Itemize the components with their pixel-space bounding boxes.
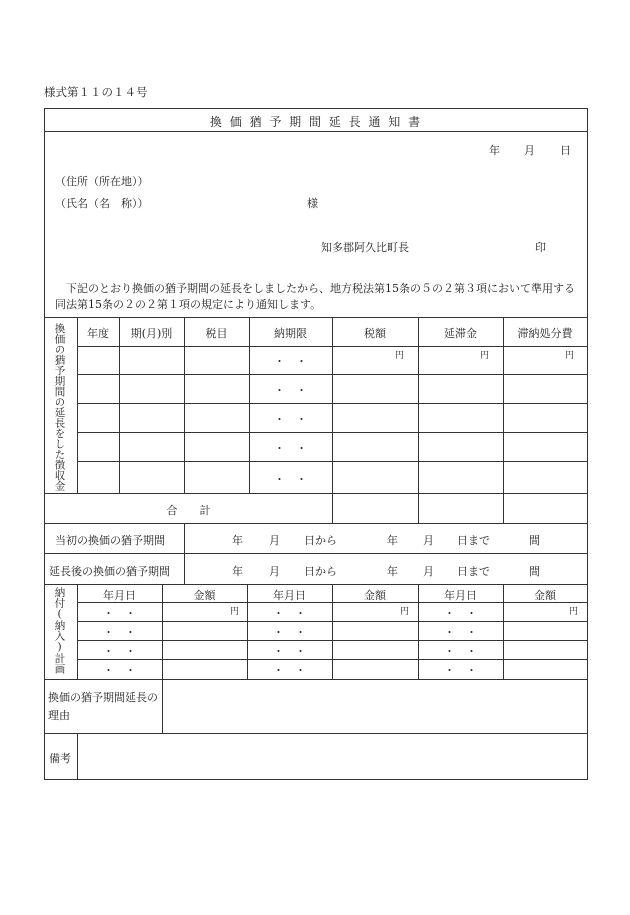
plan-date-header: 年月日 <box>444 589 477 602</box>
plan-amount-header: 金額 <box>193 589 216 602</box>
yen-unit: 円 <box>480 351 490 361</box>
yen-unit: 円 <box>230 607 240 617</box>
due-date-placeholder: ・ ・ <box>274 442 307 455</box>
plan-date-placeholder: ・ ・ <box>273 607 306 620</box>
period-from: 日から <box>304 565 337 578</box>
yen-unit: 円 <box>565 351 575 361</box>
period-from: 日から <box>304 534 337 547</box>
extended-period-label: 延長後の換価の猶予期間 <box>49 565 170 578</box>
header-late-fee: 延滞金 <box>444 327 477 340</box>
header-tax-item: 税目 <box>205 327 228 340</box>
plan-date-placeholder: ・ ・ <box>103 645 136 658</box>
name-label: （氏名（名 称）） <box>55 197 149 210</box>
due-date-placeholder: ・ ・ <box>274 473 307 486</box>
due-date-placeholder: ・ ・ <box>274 355 307 368</box>
reason-label: 換価の猶予期間延長の理由 <box>48 691 158 722</box>
plan-date-header: 年月日 <box>273 589 306 602</box>
header-fiscal-year: 年度 <box>87 327 109 340</box>
yen-unit: 円 <box>569 607 579 617</box>
header-disposition-fee: 滞納処分費 <box>517 327 573 340</box>
notice-form <box>44 108 588 780</box>
plan-amount-header: 金額 <box>534 589 556 602</box>
period-until: 日まで <box>457 565 490 578</box>
due-date-placeholder: ・ ・ <box>274 413 307 426</box>
period-year: 年 <box>232 565 243 578</box>
plan-amount-header: 金額 <box>364 589 386 602</box>
header-due-date: 納期限 <box>274 327 307 340</box>
form-title: 換 価 猶 予 期 間 延 長 通 知 書 <box>209 115 423 129</box>
period-year: 年 <box>387 565 398 578</box>
plan-date-header: 年月日 <box>103 589 136 602</box>
period-year: 年 <box>232 534 243 547</box>
due-date-placeholder: ・ ・ <box>274 384 307 397</box>
plan-date-placeholder: ・ ・ <box>444 626 477 639</box>
tax-side-label: 換価の猶予期間の延長をした徴収金 <box>53 323 66 491</box>
period-span: 間 <box>529 565 540 578</box>
period-month: 月 <box>423 565 434 578</box>
header-tax-amount: 税額 <box>364 327 386 340</box>
total-label: 合 計 <box>166 504 211 517</box>
date-year: 年 <box>489 144 500 157</box>
plan-date-placeholder: ・ ・ <box>444 664 477 677</box>
plan-date-placeholder: ・ ・ <box>444 607 477 620</box>
period-year: 年 <box>387 534 398 547</box>
honorific: 様 <box>307 197 318 210</box>
yen-unit: 円 <box>395 351 405 361</box>
plan-date-placeholder: ・ ・ <box>444 645 477 658</box>
period-month: 月 <box>423 534 434 547</box>
date-month: 月 <box>524 144 535 157</box>
period-month: 月 <box>269 534 280 547</box>
form-number: 様式第１１の１４号 <box>44 85 148 99</box>
period-span: 間 <box>529 534 540 547</box>
date-day: 日 <box>560 144 571 157</box>
period-month: 月 <box>269 565 280 578</box>
seal-mark: 印 <box>535 241 546 254</box>
plan-date-placeholder: ・ ・ <box>273 626 306 639</box>
initial-period-label: 当初の換価の猶予期間 <box>55 534 165 547</box>
issuer-name: 知多郡阿久比町長 <box>321 241 409 254</box>
period-until: 日まで <box>457 534 490 547</box>
notice-body: 下記のとおり換価の猶予期間の延長をしましたから、地方税法第15条の５の２第３項において準用する同法第15条の２の２第１項の規定により通知します。 <box>55 282 575 311</box>
plan-date-placeholder: ・ ・ <box>273 664 306 677</box>
address-label: （住所（所在地）） <box>55 175 149 188</box>
remarks-label: 備考 <box>49 752 71 765</box>
header-period: 期(月)別 <box>130 327 173 340</box>
plan-date-placeholder: ・ ・ <box>103 626 136 639</box>
plan-side-label: 納付(納入)計画 <box>53 587 66 674</box>
plan-date-placeholder: ・ ・ <box>103 664 136 677</box>
yen-unit: 円 <box>400 607 410 617</box>
plan-date-placeholder: ・ ・ <box>103 607 136 620</box>
plan-date-placeholder: ・ ・ <box>273 645 306 658</box>
